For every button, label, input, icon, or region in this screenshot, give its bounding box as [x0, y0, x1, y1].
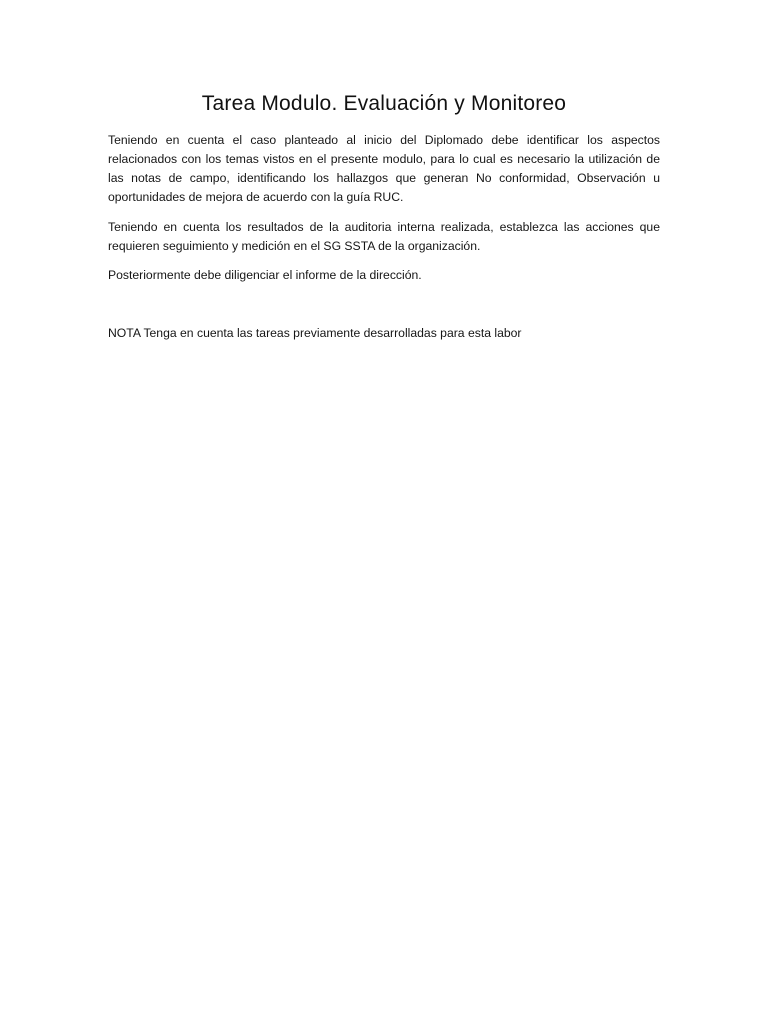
paragraph-case-instructions: Teniendo en cuenta el caso planteado al inicio del Diplomado debe identificar los aspectos relacionados con los temas vistos en el presente modulo, para lo cual es necesario la utilización de las notas de campo, identificando los hallazgos que generan No conformidad, Observación u oportunidades de mejora de acuerdo con la guía RUC.	[108, 133, 660, 204]
paragraph-report: Posteriormente debe diligenciar el informe de la dirección.	[108, 268, 422, 282]
paragraph-audit-actions: Teniendo en cuenta los resultados de la auditoria interna realizada, establezca las acciones que requieren seguimiento y medición en el SG SSTA de la organización.	[108, 220, 660, 253]
document-title: Tarea Modulo. Evaluación y Monitoreo	[201, 92, 567, 115]
note-text: NOTA Tenga en cuenta las tareas previamente desarrolladas para esta labor	[108, 326, 522, 340]
